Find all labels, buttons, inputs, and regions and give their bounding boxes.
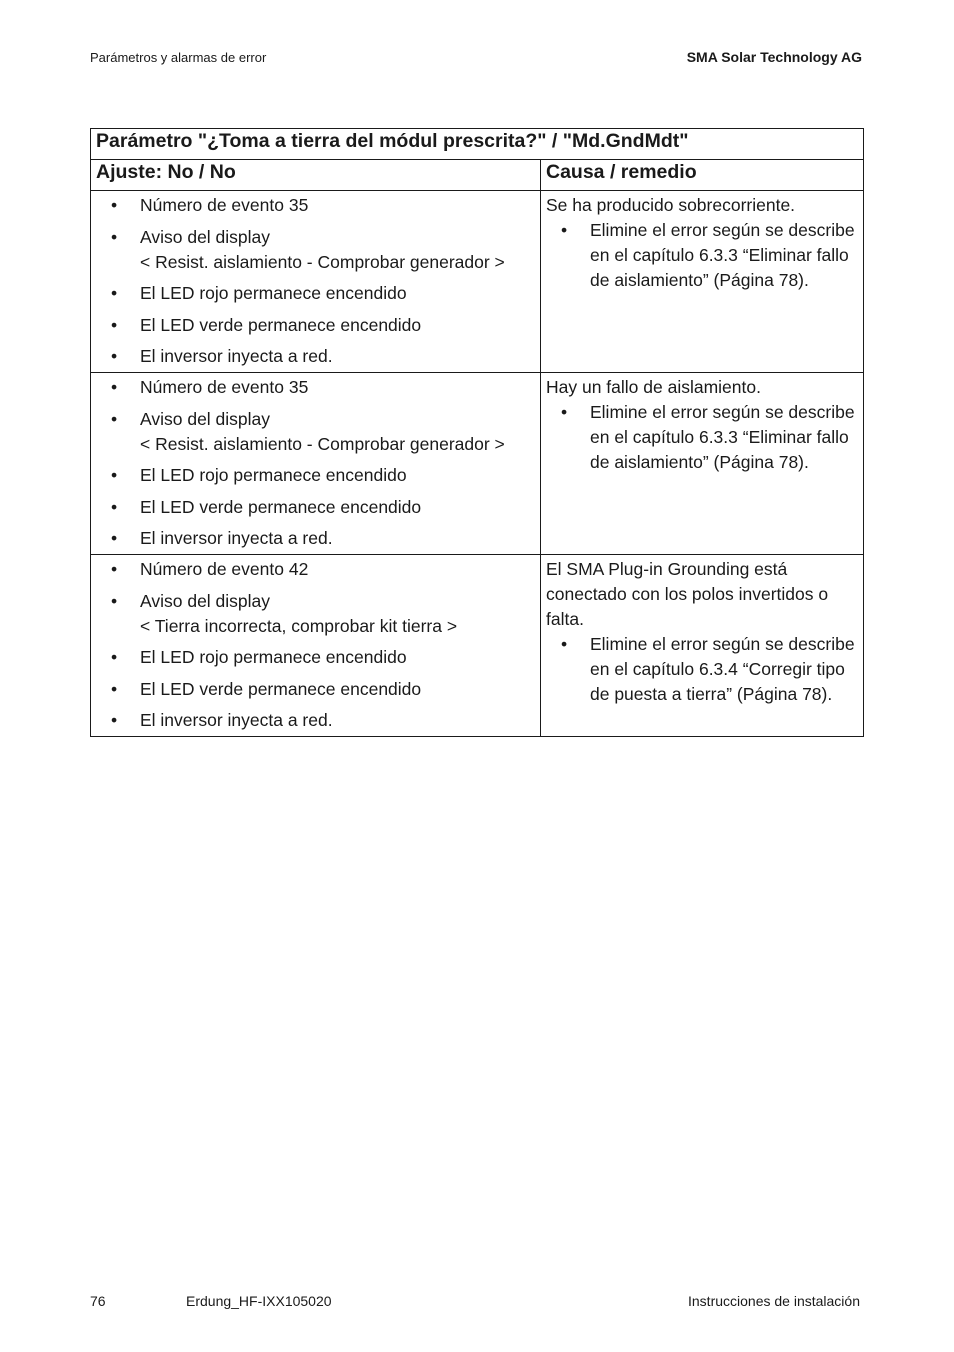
list-item: • Número de evento 35 xyxy=(111,195,309,215)
running-header-section: Parámetros y alarmas de error xyxy=(90,50,267,65)
list-item: • El LED rojo permanece encendido xyxy=(111,283,407,303)
list-item: • El LED rojo permanece encendido xyxy=(111,647,407,667)
remedy-item: • Elimine el error según se describe en el capítulo 6.3.3 “Eliminar fallo de aislamiento” (Página 78). xyxy=(561,220,855,290)
symptoms-cell xyxy=(91,373,541,555)
running-header-company: SMA Solar Technology AG xyxy=(686,49,862,65)
cause-cell xyxy=(541,191,864,373)
table-row xyxy=(91,191,864,373)
page-number: 76 xyxy=(90,1293,106,1309)
list-item: • Aviso del display < Resist. aislamiento - Comprobar generador > xyxy=(111,226,505,272)
list-item: • Número de evento 42 xyxy=(111,559,309,579)
list-item: • El LED verde permanece encendido xyxy=(111,678,422,699)
cause-text: El SMA Plug-in Grounding está conectado con los polos invertidos o falta. xyxy=(546,559,829,629)
list-item: • Aviso del display < Tierra incorrecta, comprobar kit tierra > xyxy=(111,590,458,636)
cause-cell xyxy=(541,373,864,555)
table-row xyxy=(91,373,864,555)
display-message: < Resist. aislamiento - Comprobar generador > xyxy=(140,433,505,454)
list-item: • El LED verde permanece encendido xyxy=(111,314,422,335)
list-item: • Aviso del display < Resist. aislamiento - Comprobar generador > xyxy=(111,408,505,454)
document-type: Instrucciones de instalación xyxy=(688,1293,860,1309)
list-item: • El LED verde permanece encendido xyxy=(111,496,422,517)
list-item: • El LED rojo permanece encendido xyxy=(111,465,407,485)
list-item: • El inversor inyecta a red. xyxy=(111,346,333,366)
symptoms-cell xyxy=(91,191,541,373)
cause-text: Se ha producido sobrecorriente. xyxy=(546,195,796,215)
cause-text: Hay un fallo de aislamiento. xyxy=(546,377,761,397)
parameter-table xyxy=(90,128,864,737)
display-message: < Tierra incorrecta, comprobar kit tierra > xyxy=(140,615,458,636)
table-row xyxy=(91,555,864,737)
display-message: < Resist. aislamiento - Comprobar generador > xyxy=(140,251,505,272)
column-header-setting: Ajuste: No / No xyxy=(91,160,541,191)
cause-cell xyxy=(541,555,864,737)
column-header-cause: Causa / remedio xyxy=(541,160,864,191)
document-code: Erdung_HF-IXX105020 xyxy=(186,1293,332,1309)
list-item: • El inversor inyecta a red. xyxy=(111,710,333,730)
list-item: • Número de evento 35 xyxy=(111,377,309,397)
symptoms-cell xyxy=(91,555,541,737)
table-title: Parámetro "¿Toma a tierra del módul prescrita?" / "Md.GndMdt" xyxy=(91,129,864,160)
list-item: • El inversor inyecta a red. xyxy=(111,528,333,548)
remedy-item: • Elimine el error según se describe en el capítulo 6.3.3 “Eliminar fallo de aislamiento” (Página 78). xyxy=(561,402,855,472)
remedy-item: • Elimine el error según se describe en el capítulo 6.3.4 “Corregir tipo de puesta a tierra” (Página 78). xyxy=(561,634,855,704)
